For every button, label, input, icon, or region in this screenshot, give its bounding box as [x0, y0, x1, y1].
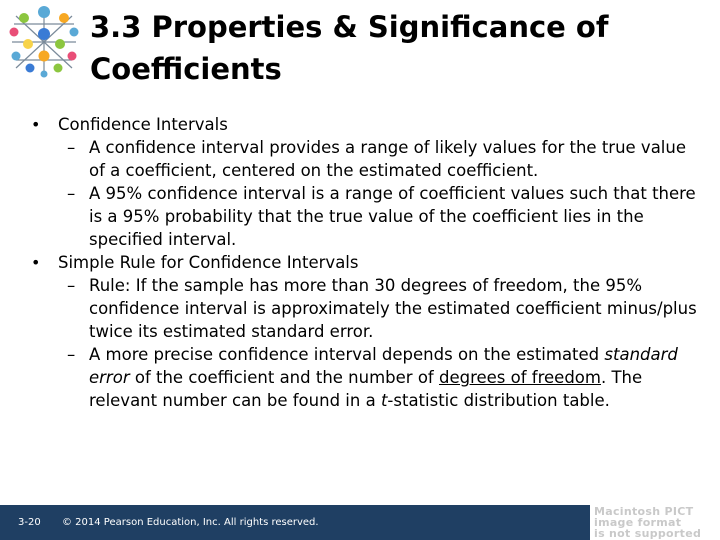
bullet-text: Confidence Intervals: [58, 115, 228, 134]
sub-bullet-text: Rule: If the sample has more than 30 degrees of freedom, the 95% confidence interval is approximately the estimated coefficient minus/plus twice its estimated standard error.: [89, 276, 697, 341]
dash-icon: –: [67, 276, 76, 295]
sub-bullet-item: [0, 274, 720, 343]
copyright-notice: © 2014 Pearson Education, Inc. All rights reserved.: [62, 517, 319, 528]
t-term: t: [380, 391, 388, 410]
sub-bullet-item: [0, 136, 720, 182]
slide-title: [90, 6, 710, 90]
footer-bar: [0, 505, 590, 540]
sub-bullet-item: [0, 343, 720, 412]
bullet-icon: •: [31, 115, 41, 134]
dash-icon: –: [67, 184, 76, 203]
slide-title-line-1: 3.3 Properties & Significance of: [90, 10, 609, 44]
pict-line-2: image format: [594, 516, 682, 529]
sub-bullet-text: A 95% confidence interval is a range of coefficient values such that there is a 95% probability that the true value of the coefficient lies in the specified interval.: [89, 184, 696, 249]
bullet-item: [0, 251, 720, 274]
page-number: 3-20: [18, 517, 41, 528]
slide-title-line-2: Coefficients: [90, 52, 282, 86]
sub-bullet-item: [0, 182, 720, 251]
pict-placeholder: [590, 505, 720, 540]
sub-bullet-text-part: A more precise confidence interval depends on the estimated: [89, 345, 605, 364]
dash-icon: –: [67, 345, 76, 364]
molecule-logo-icon: [4, 4, 82, 78]
pict-line-1: Macintosh PICT: [594, 505, 694, 518]
pict-line-3: is not supported: [594, 527, 702, 540]
standard-error-term: standard error: [89, 345, 678, 387]
bullet-icon: •: [31, 253, 41, 272]
dash-icon: –: [67, 138, 76, 157]
bullet-text: Simple Rule for Confidence Intervals: [58, 253, 359, 272]
sub-bullet-text-part: -statistic distribution table.: [387, 391, 610, 410]
slide-body: [0, 113, 720, 412]
sub-bullet-text: A confidence interval provides a range of likely values for the true value of a coefficient, centered on the estimated coefficient.: [89, 138, 687, 180]
sub-bullet-text-part: . The relevant number can be found in a: [89, 368, 643, 410]
bullet-item: [0, 113, 720, 136]
sub-bullet-text-part: of the coefficient and the number of: [129, 368, 439, 387]
degrees-of-freedom-term: degrees of freedom: [438, 368, 601, 387]
